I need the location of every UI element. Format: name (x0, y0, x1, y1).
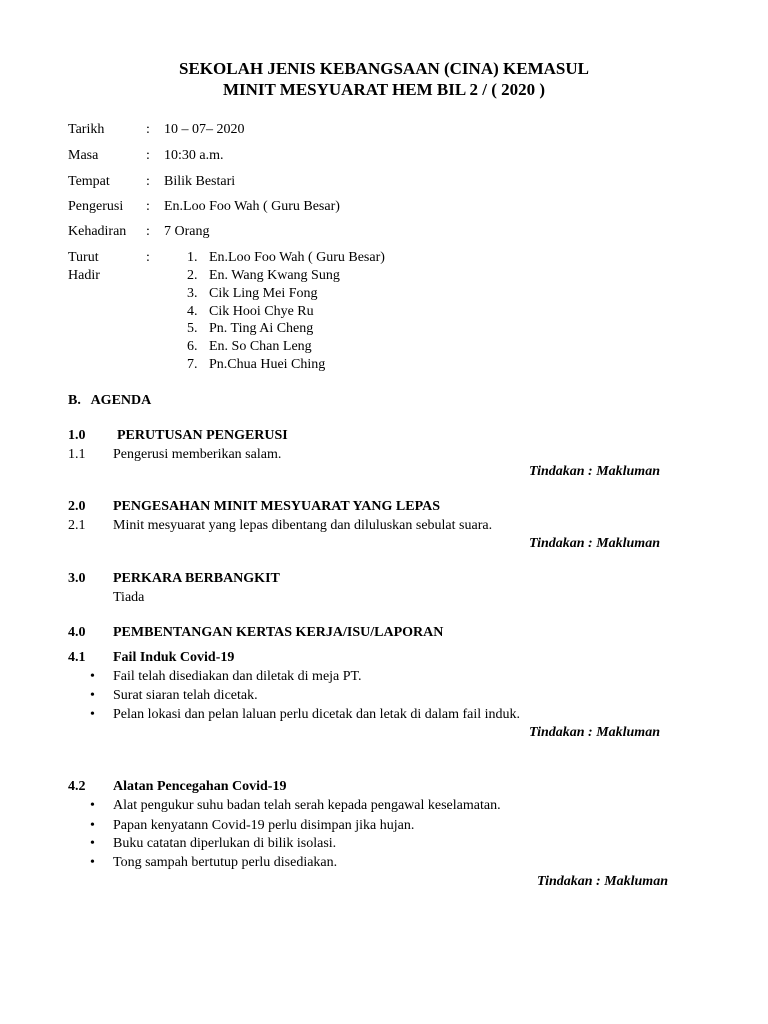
detail-label: Pengerusi (68, 199, 124, 214)
bullet-icon: • (90, 818, 95, 833)
member-name: En. So Chan Leng (209, 339, 312, 354)
member-name: En. Wang Kwang Sung (209, 268, 340, 283)
bullet-item: Papan kenyatann Covid-19 perlu disimpan jika hujan. (113, 818, 415, 833)
member-number: 3. (187, 286, 198, 301)
detail-colon: : (146, 122, 150, 137)
section-title: PENGESAHAN MINIT MESYUARAT YANG LEPAS (113, 499, 440, 514)
section-number: 4.2 (68, 779, 86, 794)
bullet-icon: • (90, 836, 95, 851)
bullet-icon: • (90, 688, 95, 703)
member-number: 6. (187, 339, 198, 354)
item-text: Pengerusi memberikan salam. (113, 447, 282, 462)
attendance-label: Turut (68, 250, 99, 265)
action-note: Tindakan : Makluman (537, 874, 668, 889)
member-name: Cik Ling Mei Fong (209, 286, 318, 301)
section-title: Fail Induk Covid-19 (113, 650, 235, 665)
bullet-icon: • (90, 669, 95, 684)
member-name: Pn.Chua Huei Ching (209, 357, 326, 372)
member-number: 7. (187, 357, 198, 372)
member-name: Cik Hooi Chye Ru (209, 304, 314, 319)
detail-value: 7 Orang (164, 224, 210, 239)
detail-colon: : (146, 148, 150, 163)
detail-label: Tarikh (68, 122, 105, 137)
section-number: 3.0 (68, 571, 86, 586)
bullet-icon: • (90, 798, 95, 813)
detail-value: 10:30 a.m. (164, 148, 224, 163)
bullet-item: Tong sampah bertutup perlu disediakan. (113, 855, 338, 870)
bullet-icon: • (90, 855, 95, 870)
bullet-item: Buku catatan diperlukan di bilik isolasi. (113, 836, 337, 851)
bullet-item: Fail telah disediakan dan diletak di meja PT. (113, 669, 362, 684)
action-note: Tindakan : Makluman (529, 464, 660, 479)
bullet-item: Alat pengukur suhu badan telah serah kepada pengawal keselamatan. (113, 798, 501, 813)
item-text: Tiada (113, 590, 145, 605)
action-note: Tindakan : Makluman (529, 725, 660, 740)
detail-value: 10 – 07– 2020 (164, 122, 245, 137)
bullet-item: Surat siaran telah dicetak. (113, 688, 258, 703)
member-number: 1. (187, 250, 198, 265)
detail-label: Masa (68, 148, 99, 163)
detail-colon: : (146, 250, 150, 265)
member-name: Pn. Ting Ai Cheng (209, 321, 314, 336)
bullet-item: Pelan lokasi dan pelan laluan perlu dicetak dan letak di dalam fail induk. (113, 707, 521, 722)
item-text: Minit mesyuarat yang lepas dibentang dan diluluskan sebulat suara. (113, 518, 493, 533)
section-title: PERUTUSAN PENGERUSI (117, 428, 288, 443)
section-title: PEMBENTANGAN KERTAS KERJA/ISU/LAPORAN (113, 625, 444, 640)
attendance-label: Hadir (68, 268, 100, 283)
member-name: En.Loo Foo Wah ( Guru Besar) (209, 250, 385, 265)
member-number: 2. (187, 268, 198, 283)
detail-label: Kehadiran (68, 224, 127, 239)
member-number: 5. (187, 321, 198, 336)
detail-colon: : (146, 224, 150, 239)
section-number: 2.0 (68, 499, 86, 514)
member-number: 4. (187, 304, 198, 319)
detail-colon: : (146, 199, 150, 214)
detail-value: Bilik Bestari (164, 174, 236, 189)
section-number: 4.1 (68, 650, 86, 665)
detail-colon: : (146, 174, 150, 189)
section-title: Alatan Pencegahan Covid-19 (113, 779, 287, 794)
school-name-heading: SEKOLAH JENIS KEBANGSAAN (CINA) KEMASUL (179, 59, 589, 78)
detail-label: Tempat (68, 174, 110, 189)
section-number: 4.0 (68, 625, 86, 640)
item-number: 2.1 (68, 518, 86, 533)
action-note: Tindakan : Makluman (529, 536, 660, 551)
item-number: 1.1 (68, 447, 86, 462)
agenda-heading: B. AGENDA (68, 393, 152, 408)
section-number: 1.0 (68, 428, 86, 443)
minutes-title-heading: MINIT MESYUARAT HEM BIL 2 / ( 2020 ) (222, 80, 546, 99)
detail-value: En.Loo Foo Wah ( Guru Besar) (164, 199, 340, 214)
section-title: PERKARA BERBANGKIT (113, 571, 280, 586)
bullet-icon: • (90, 707, 95, 722)
